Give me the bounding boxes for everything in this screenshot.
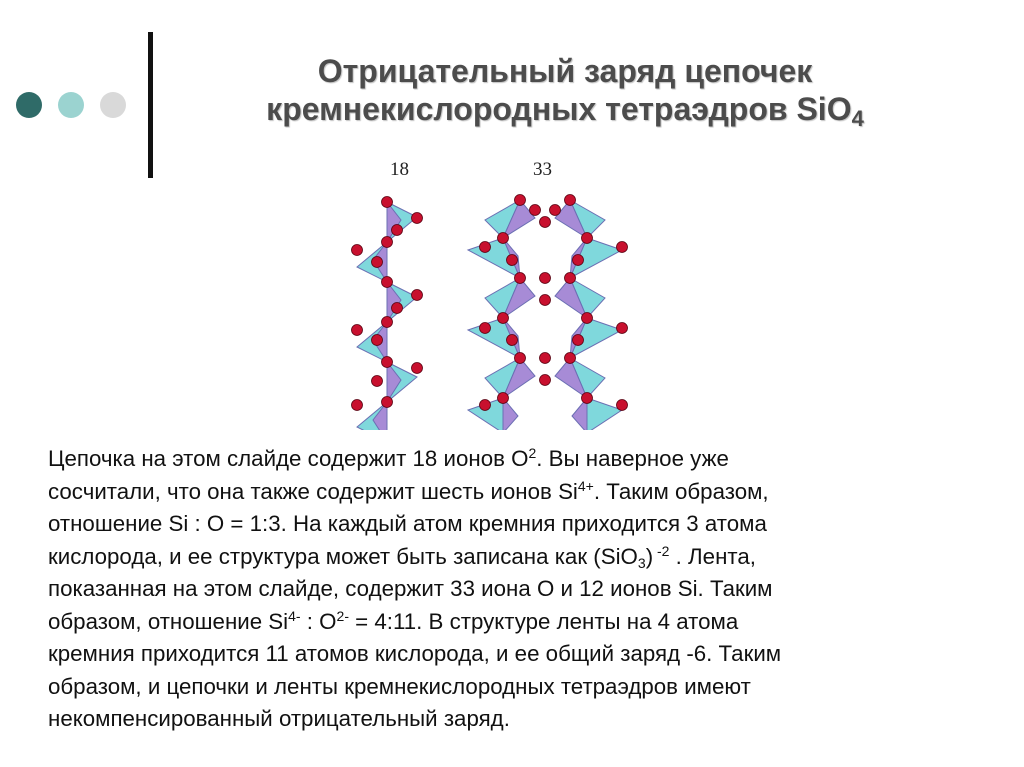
label-chain-18: 18	[390, 159, 409, 180]
dot-dark	[16, 92, 42, 118]
oxygen-atom	[480, 400, 491, 411]
oxygen-atom	[540, 375, 551, 386]
oxygen-atom	[573, 335, 584, 346]
title-line-1: Отрицательный заряд цепочек	[317, 53, 813, 89]
oxygen-atom	[498, 313, 509, 324]
oxygen-atom	[480, 242, 491, 253]
oxygen-atom	[352, 400, 363, 411]
superscript: 2	[528, 445, 537, 461]
oxygen-atom	[382, 357, 393, 368]
superscript: -2	[653, 542, 670, 559]
oxygen-atom	[540, 353, 551, 364]
oxygen-atom	[565, 195, 576, 206]
text-line-6	[48, 606, 998, 639]
text-segment: образом, отношение Si	[48, 608, 289, 634]
oxygen-atom	[382, 277, 393, 288]
oxygen-atom	[392, 225, 403, 236]
text-line-4	[48, 541, 998, 574]
dot-light	[100, 92, 126, 118]
oxygen-atom	[550, 205, 561, 216]
oxygen-atom	[352, 325, 363, 336]
text-line-7: кремния приходится 11 атомов кислорода, и ее общий заряд -6. Таким	[48, 641, 782, 666]
subscript: 3	[637, 554, 646, 571]
oxygen-atom	[412, 363, 423, 374]
oxygen-atom	[412, 290, 423, 301]
vertical-divider	[148, 32, 153, 178]
oxygen-atom	[540, 295, 551, 306]
oxygen-atom	[498, 233, 509, 244]
superscript: 2-	[336, 607, 349, 624]
oxygen-atom	[617, 323, 628, 334]
oxygen-atom	[372, 376, 383, 387]
text-segment: = 4:11. В структуре ленты на 4 атома	[348, 608, 739, 634]
superscript: 4+	[577, 477, 594, 494]
text-line-2	[48, 476, 998, 509]
oxygen-atom	[582, 393, 593, 404]
oxygen-atom	[382, 397, 393, 408]
oxygen-atom	[507, 335, 518, 346]
oxygen-atom	[515, 195, 526, 206]
oxygen-atom	[372, 335, 383, 346]
text-segment: Цепочка на этом слайде содержит 18 ионов O	[48, 446, 529, 471]
slide-title	[165, 52, 965, 138]
text-line-1	[48, 443, 998, 476]
oxygen-atom	[480, 323, 491, 334]
oxygen-atom	[582, 233, 593, 244]
oxygen-atom	[382, 317, 393, 328]
title-subscript: 4	[851, 106, 864, 131]
oxygen-atom	[498, 393, 509, 404]
decorative-dots	[16, 92, 126, 118]
oxygen-atom	[540, 273, 551, 284]
oxygen-atom	[515, 353, 526, 364]
silicate-structure-diagram	[340, 150, 640, 430]
oxygen-atom	[392, 303, 403, 314]
oxygen-atom	[540, 217, 551, 228]
text-segment: )	[645, 543, 654, 569]
oxygen-atom	[565, 273, 576, 284]
title-line-2	[165, 90, 965, 138]
oxygen-atom	[412, 213, 423, 224]
explanation-paragraph	[48, 443, 998, 736]
text-line-5: показанная на этом слайде, содержит 33 иона O и 12 ионов Si. Таким	[48, 576, 773, 601]
structure-svg	[340, 150, 640, 430]
text-segment: . Лента,	[669, 543, 756, 569]
oxygen-atom	[617, 400, 628, 411]
oxygen-atom	[530, 205, 541, 216]
label-ribbon-33: 33	[533, 159, 552, 180]
oxygen-atom	[515, 273, 526, 284]
oxygen-atom	[382, 237, 393, 248]
oxygen-atom	[382, 197, 393, 208]
oxygen-atom	[617, 242, 628, 253]
superscript: 4-	[288, 607, 301, 624]
text-segment: : O	[300, 608, 337, 634]
text-segment: . Таким образом,	[593, 478, 769, 504]
oxygen-atom	[372, 257, 383, 268]
text-line-9: некомпенсированный отрицательный заряд.	[48, 706, 510, 731]
oxygen-atom	[565, 353, 576, 364]
title-line-2-text: кремнекислородных тетраэдров SiO	[266, 91, 852, 127]
oxygen-atom	[352, 245, 363, 256]
oxygen-atom	[573, 255, 584, 266]
text-line-3: отношение Si : O = 1:3. На каждый атом кремния приходится 3 атома	[48, 511, 767, 536]
oxygen-atom	[582, 313, 593, 324]
oxygen-atom	[507, 255, 518, 266]
text-segment: . Вы наверное уже	[536, 446, 729, 471]
dot-mid	[58, 92, 84, 118]
text-segment: кислорода, и ее структура может быть записана как (SiO	[48, 543, 638, 569]
text-line-8: образом, и цепочки и ленты кремнекислородных тетраэдров имеют	[48, 673, 751, 699]
text-segment: сосчитали, что она также содержит шесть ионов Si	[48, 478, 578, 504]
